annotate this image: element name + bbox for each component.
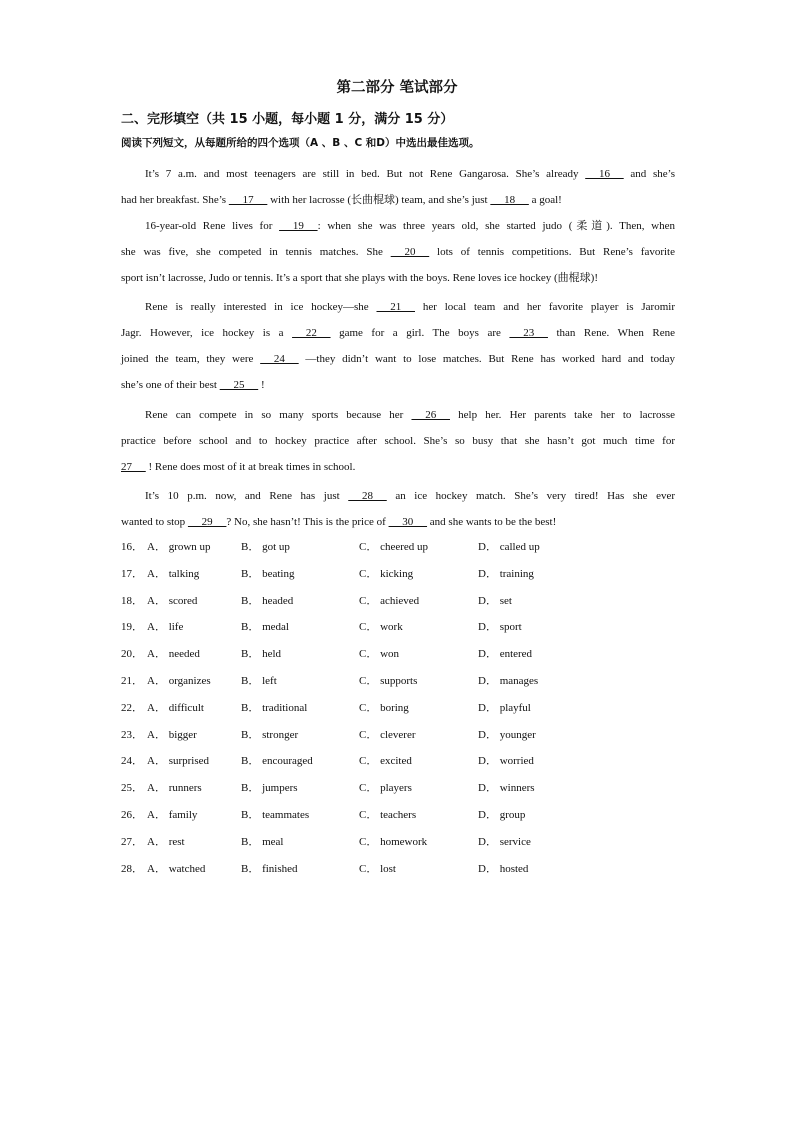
- option-a: A． organizes: [147, 675, 211, 687]
- option-d: D． worried: [478, 755, 534, 768]
- option-d: D． playful: [478, 701, 531, 714]
- question-options-row: [121, 593, 681, 609]
- paragraph-line: [145, 218, 675, 234]
- option-c: C． won: [359, 648, 400, 661]
- option-b: B． left: [241, 675, 277, 687]
- question-options-row: [121, 566, 681, 582]
- passage-text: she was five, she competed in tennis matches. She: [121, 246, 391, 258]
- option-d: D． sport: [478, 621, 522, 634]
- cloze-blank: 30: [388, 516, 428, 528]
- question-number: 21．: [121, 675, 143, 687]
- option-b: B． meal: [241, 835, 284, 848]
- option-b: B． teammates: [241, 809, 310, 821]
- paragraph-line: [121, 459, 675, 475]
- option-a: A． family: [147, 809, 198, 821]
- paragraph-line: [121, 377, 675, 393]
- question-options-row: [121, 619, 681, 635]
- passage-text: ! Rene does most of it at break times in school.: [145, 461, 356, 473]
- option-b: B． stronger: [241, 728, 299, 741]
- cloze-blank: 21: [376, 301, 415, 313]
- cloze-blank: 26: [411, 409, 450, 421]
- option-c: C． boring: [359, 701, 409, 714]
- passage-text: Rene can compete in so many sports because her: [145, 409, 412, 421]
- cloze-blank: 29: [187, 516, 227, 528]
- passage-text: Rene is really interested in ice hockey—she: [145, 301, 377, 313]
- paragraph-line: [121, 514, 675, 530]
- section-heading: 二、完形填空（共 15 小题，每小题 1 分，满分 15 分）: [121, 112, 454, 127]
- option-c: C． homework: [359, 835, 428, 848]
- passage-text: help her. Her parents take her to lacrosse: [449, 409, 675, 421]
- question-number: 18．: [121, 594, 143, 607]
- option-b: B． held: [241, 648, 282, 661]
- question-options-row: [121, 673, 681, 689]
- option-c: C． lost: [359, 862, 396, 875]
- passage-text: than Rene. When Rene: [547, 327, 675, 339]
- option-a: A． surprised: [147, 755, 210, 768]
- option-a: A． rest: [147, 835, 185, 848]
- option-d: D． younger: [478, 728, 536, 741]
- passage-text: sport isn’t lacrosse, Judo or tennis. It’s a sport that she plays with the boys. Rene loves ice hockey (曲棍球)!: [121, 272, 598, 284]
- paragraph-line: [121, 433, 675, 449]
- cloze-blank: 27: [121, 461, 146, 473]
- cloze-blank: 17: [228, 194, 268, 206]
- cloze-blank: 24: [260, 353, 299, 365]
- passage-text: joined the team, they were: [121, 353, 261, 365]
- question-number: 24．: [121, 755, 143, 768]
- passage-text: : when she was three years old, she started judo (柔道). Then, when: [317, 220, 675, 232]
- passage-text: had her breakfast. She’s: [121, 194, 229, 206]
- question-options-row: [121, 780, 681, 796]
- question-number: 25．: [121, 782, 143, 795]
- option-b: B． headed: [241, 594, 294, 607]
- passage-text: she’s one of their best: [121, 379, 220, 391]
- option-d: D． training: [478, 567, 534, 580]
- question-number: 17．: [121, 567, 143, 580]
- option-a: A． life: [147, 621, 184, 634]
- question-options-row: [121, 807, 681, 823]
- cloze-blank: 16: [585, 168, 624, 180]
- cloze-blank: 18: [490, 194, 529, 206]
- option-a: A． watched: [147, 862, 206, 875]
- option-d: D． entered: [478, 648, 533, 661]
- cloze-blank: 19: [279, 220, 318, 232]
- paragraph-line: [145, 488, 675, 504]
- option-d: D． hosted: [478, 862, 529, 875]
- passage-text: It’s 10 p.m. now, and Rene has just: [145, 490, 349, 502]
- option-c: C． players: [359, 782, 412, 795]
- question-options-row: [121, 539, 681, 555]
- option-c: C． cleverer: [359, 728, 416, 741]
- passage-text: Jagr. However, ice hockey is a: [121, 327, 293, 339]
- option-a: A． grown up: [147, 541, 211, 553]
- cloze-blank: 23: [509, 327, 548, 339]
- option-b: B． finished: [241, 862, 298, 875]
- question-number: 19．: [121, 621, 143, 634]
- question-number: 23．: [121, 728, 143, 741]
- option-c: C． supports: [359, 675, 418, 687]
- question-number: 22．: [121, 701, 143, 714]
- option-d: D． set: [478, 594, 512, 607]
- paragraph-line: [121, 270, 675, 286]
- instruction-text: 阅读下列短文，从每题所给的四个选项（A 、B 、C 和D）中选出最佳选项。: [121, 137, 480, 149]
- option-c: C． teachers: [359, 809, 417, 821]
- passage-text: an ice hockey match. She’s very tired! Has she ever: [386, 490, 676, 502]
- option-b: B． medal: [241, 621, 289, 634]
- option-d: D． service: [478, 835, 531, 848]
- option-d: D． winners: [478, 782, 535, 795]
- passage-text: ? No, she hasn’t! This is the price of: [226, 516, 389, 528]
- cloze-blank: 28: [348, 490, 387, 502]
- question-number: 28．: [121, 862, 143, 875]
- option-b: B． encouraged: [241, 755, 313, 768]
- option-c: C． excited: [359, 755, 412, 768]
- passage-text: lots of tennis competitions. But Rene’s favorite: [429, 246, 675, 258]
- option-c: C． achieved: [359, 594, 420, 607]
- option-a: A． runners: [147, 782, 202, 795]
- question-options-row: [121, 753, 681, 769]
- passage-text: —they didn’t want to lose matches. But Rene has worked hard and today: [298, 353, 675, 365]
- passage-text: and she’s: [623, 168, 675, 180]
- paragraph-line: [121, 192, 675, 208]
- option-a: A． difficult: [147, 701, 204, 714]
- paragraph-line: [145, 299, 675, 315]
- passage-text: game for a girl. The boys are: [330, 327, 510, 339]
- option-d: D． manages: [478, 675, 539, 687]
- page-title: 第二部分 笔试部分: [336, 80, 458, 96]
- passage-text: !: [258, 379, 265, 391]
- question-number: 20．: [121, 648, 143, 661]
- paragraph-line: [145, 407, 675, 423]
- option-b: B． got up: [241, 541, 290, 553]
- option-b: B． beating: [241, 567, 295, 580]
- passage-text: 16-year-old Rene lives for: [145, 220, 280, 232]
- passage-text: with her lacrosse (长曲棍球) team, and she’s just: [267, 194, 491, 206]
- question-number: 27．: [121, 835, 143, 848]
- option-c: C． work: [359, 621, 403, 634]
- question-number: 26．: [121, 809, 143, 821]
- passage-text: wanted to stop: [121, 516, 188, 528]
- option-a: A． needed: [147, 648, 200, 661]
- option-a: A． scored: [147, 594, 198, 607]
- option-d: D． group: [478, 809, 526, 821]
- cloze-blank: 22: [292, 327, 331, 339]
- question-options-row: [121, 646, 681, 662]
- option-b: B． jumpers: [241, 782, 298, 795]
- question-number: 16．: [121, 541, 143, 553]
- cloze-blank: 25: [219, 379, 259, 391]
- passage-text: It’s 7 a.m. and most teenagers are still in bed. But not Rene Gangarosa. She’s already: [145, 168, 586, 180]
- option-a: A． talking: [147, 567, 200, 580]
- passage-text: and she wants to be the best!: [427, 516, 557, 528]
- option-c: C． kicking: [359, 567, 414, 580]
- paragraph-line: [121, 325, 675, 341]
- question-options-row: [121, 861, 681, 877]
- option-c: C． cheered up: [359, 541, 429, 553]
- question-options-row: [121, 700, 681, 716]
- passage-text: practice before school and to hockey practice after school. She’s so busy that she hasn’t got much time for: [121, 435, 675, 447]
- cloze-blank: 20: [390, 246, 430, 258]
- option-b: B． traditional: [241, 701, 308, 714]
- paragraph-line: [145, 166, 675, 182]
- question-options-row: [121, 834, 681, 850]
- option-a: A． bigger: [147, 728, 197, 741]
- passage-text: her local team and her favorite player is Jaromir: [415, 301, 675, 313]
- paragraph-line: [121, 351, 675, 367]
- passage-text: a goal!: [528, 194, 562, 206]
- paragraph-line: [121, 244, 675, 260]
- option-d: D． called up: [478, 541, 540, 553]
- question-options-row: [121, 727, 681, 743]
